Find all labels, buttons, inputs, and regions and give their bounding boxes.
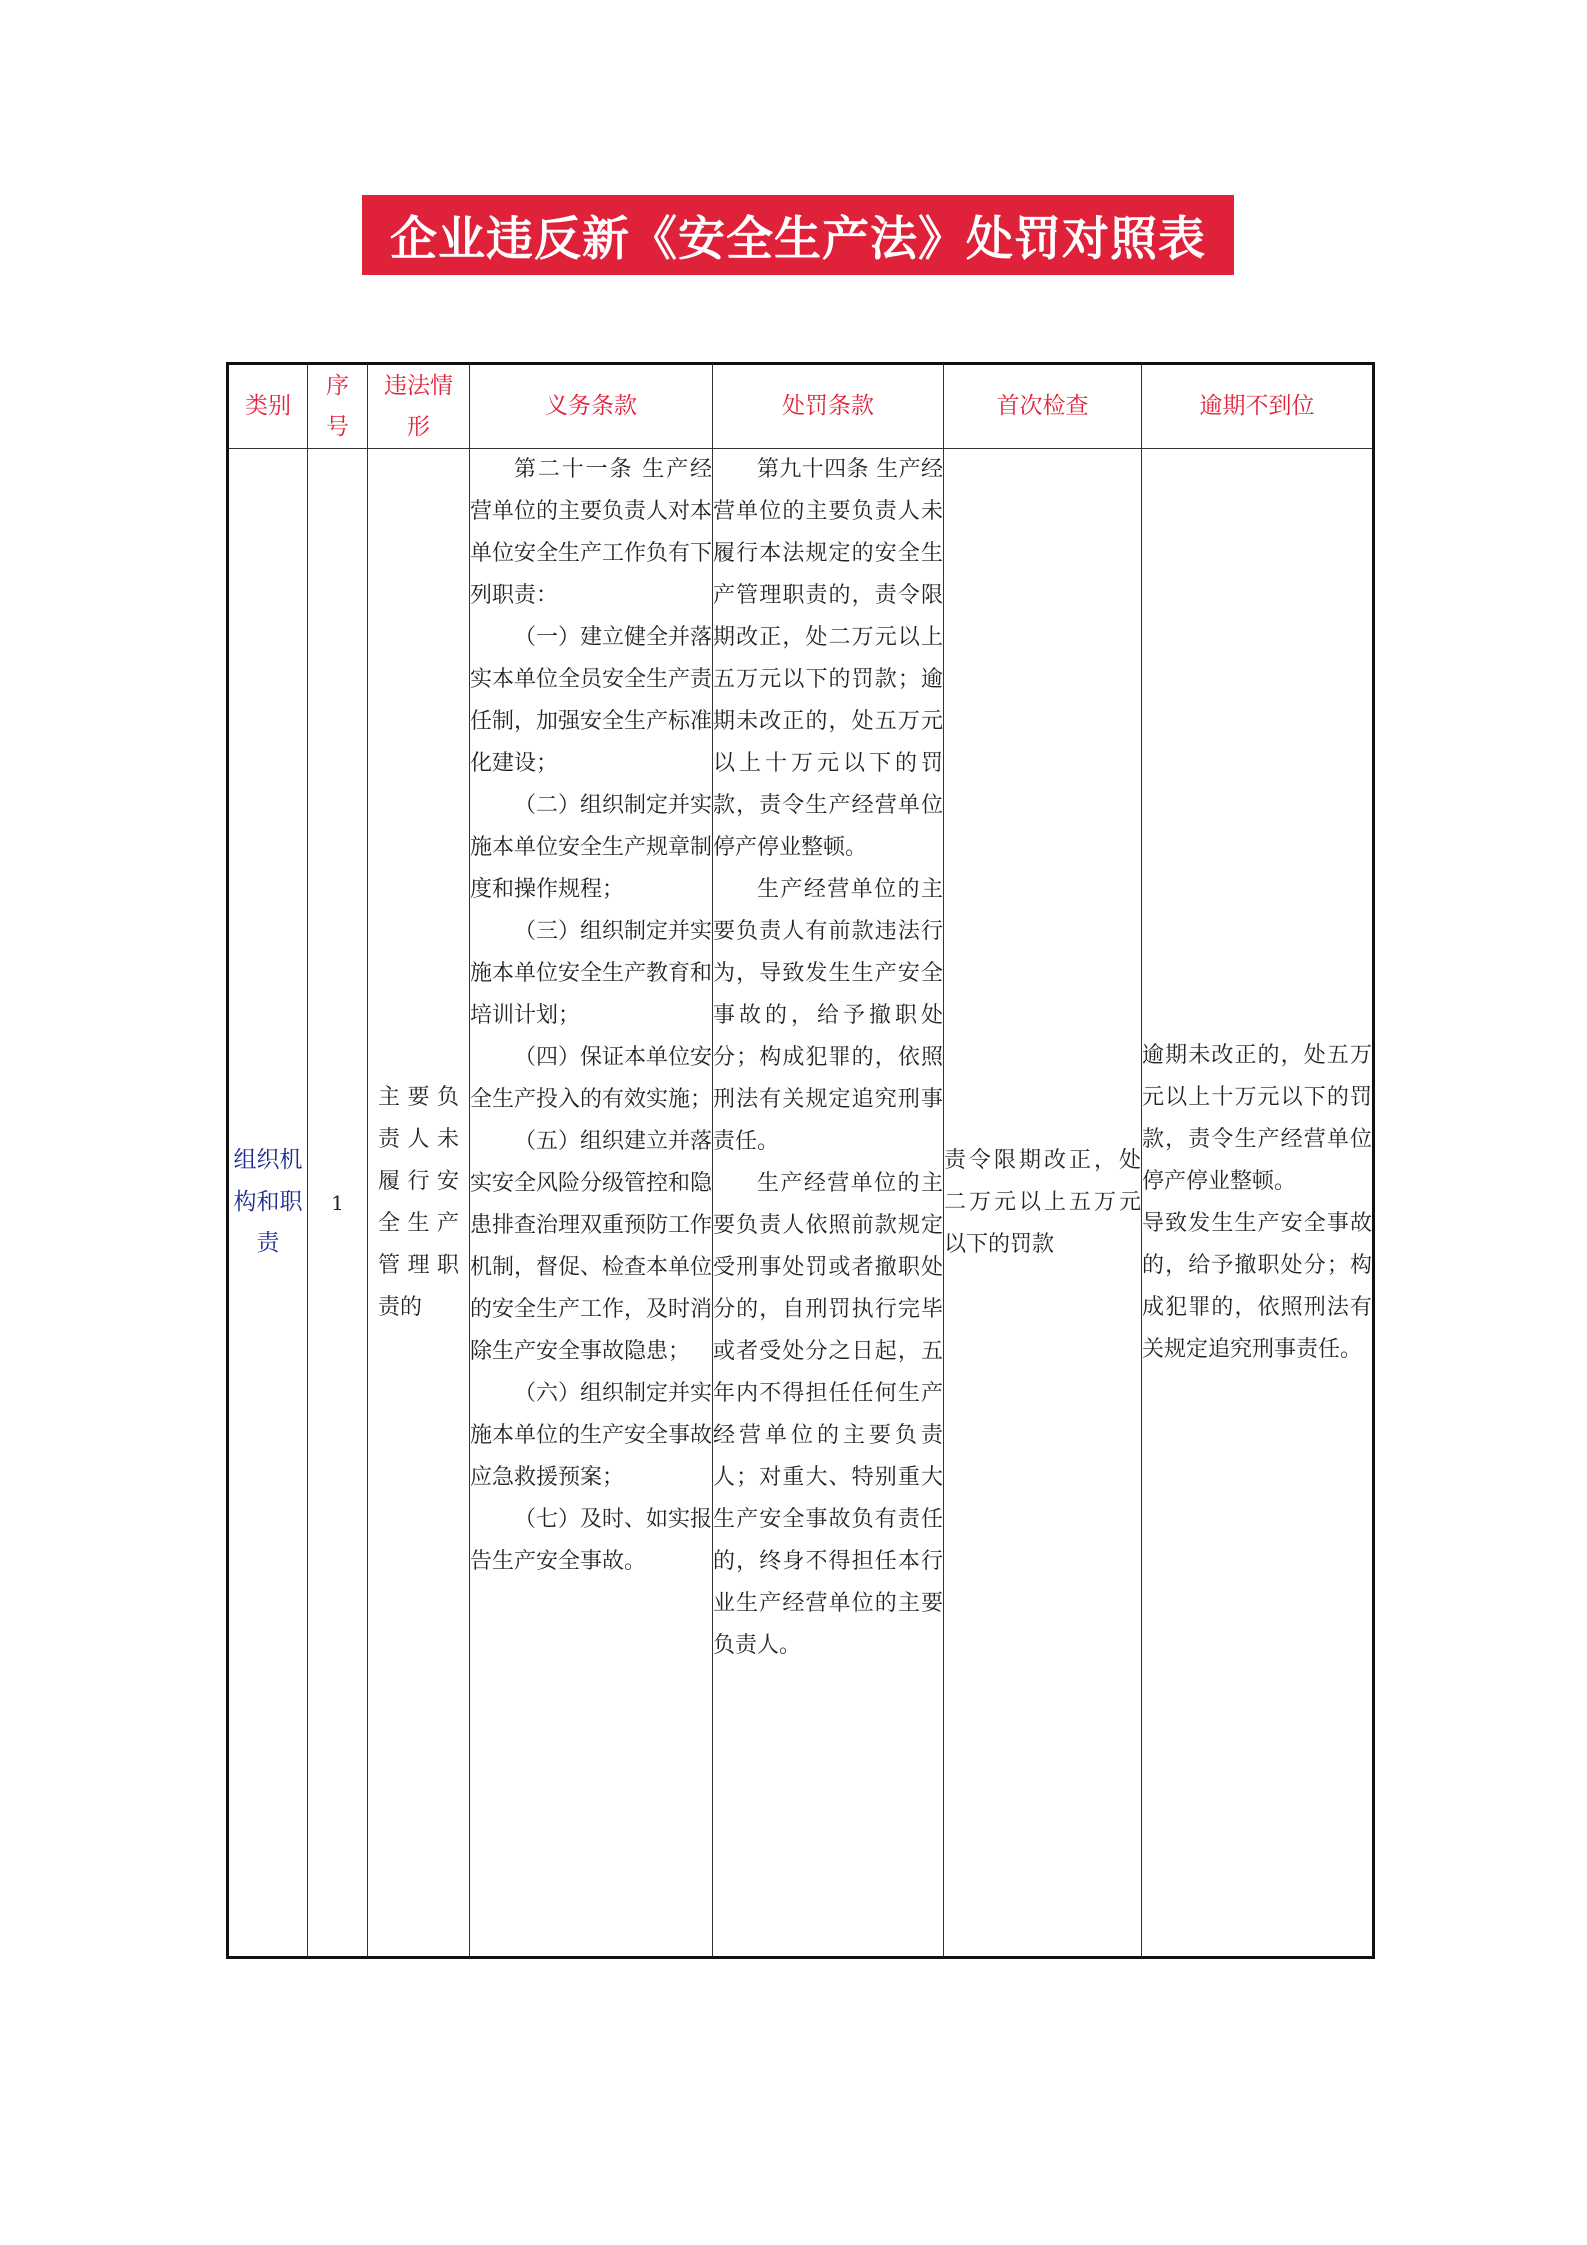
obligation-clause: （二）组织制定并实施本单位安全生产规章制度和操作规程； bbox=[470, 793, 713, 902]
table-row bbox=[228, 449, 1374, 1958]
category-cell: 组织机构和职责 bbox=[228, 449, 308, 1958]
obligation-clause: （一）建立健全并落实本单位全员安全生产责任制，加强安全生产标准化建设； bbox=[470, 625, 713, 776]
header-obligation: 义务条款 bbox=[470, 364, 713, 449]
penalty-cell bbox=[713, 449, 944, 1958]
first-check-cell: 责令限期改正，处二万元以上五万元以下的罚款 bbox=[944, 449, 1142, 1958]
obligation-clause: 第二十一条 生产经营单位的主要负责人对本单位安全生产工作负有下列职责： bbox=[470, 457, 713, 608]
penalty-clause: 第九十四条 生产经营单位的主要负责人未履行本法规定的安全生产管理职责的，责令限期改正，处二万元以上五万元以下的罚款；逾期未改正的，处五万元以上十万元以下的罚款，责令生产经营单位停产停业整顿。 bbox=[713, 457, 943, 860]
document-title: 企业违反新《安全生产法》处罚对照表 bbox=[390, 211, 1206, 267]
number-cell: 1 bbox=[308, 449, 368, 1958]
table-header-row bbox=[228, 364, 1374, 449]
obligation-cell bbox=[470, 449, 713, 1958]
header-overdue: 逾期不到位 bbox=[1142, 364, 1374, 449]
header-first-check: 首次检查 bbox=[944, 364, 1142, 449]
overdue-clause: 逾期未改正的，处五万元以上十万元以下的罚款，责令生产经营单位停产停业整顿。 bbox=[1142, 1042, 1372, 1194]
penalty-comparison-table bbox=[226, 362, 1375, 1959]
header-violation: 违法情形 bbox=[368, 364, 470, 449]
title-banner bbox=[362, 195, 1234, 275]
penalty-clause: 生产经营单位的主要负责人有前款违法行为，导致发生生产安全事故的，给予撤职处分；构成犯罪的，依照刑法有关规定追究刑事责任。 bbox=[713, 877, 943, 1154]
obligation-clause: （四）保证本单位安全生产投入的有效实施； bbox=[470, 1045, 713, 1112]
header-penalty: 处罚条款 bbox=[713, 364, 944, 449]
header-category: 类别 bbox=[228, 364, 308, 449]
obligation-clause: （三）组织制定并实施本单位安全生产教育和培训计划； bbox=[470, 919, 713, 1028]
overdue-clause: 导致发生生产安全事故的，给予撤职处分；构成犯罪的，依照刑法有关规定追究刑事责任。 bbox=[1142, 1210, 1372, 1362]
obligation-clause: （七）及时、如实报告生产安全事故。 bbox=[470, 1507, 713, 1574]
penalty-clause: 生产经营单位的主要负责人依照前款规定受刑事处罚或者撤职处分的，自刑罚执行完毕或者受处分之日起，五年内不得担任任何生产经营单位的主要负责人；对重大、特别重大生产安全事故负有责任的，终身不得担任本行业生产经营单位的主要负责人。 bbox=[713, 1171, 943, 1658]
obligation-clause: （六）组织制定并实施本单位的生产安全事故应急救援预案； bbox=[470, 1381, 713, 1490]
violation-cell: 主要负责人未履行安全生产管理职责的 bbox=[368, 449, 470, 1958]
overdue-cell bbox=[1142, 449, 1374, 1958]
header-number: 序号 bbox=[308, 364, 368, 449]
obligation-clause: （五）组织建立并落实安全风险分级管控和隐患排查治理双重预防工作机制，督促、检查本单位的安全生产工作，及时消除生产安全事故隐患； bbox=[470, 1129, 713, 1364]
